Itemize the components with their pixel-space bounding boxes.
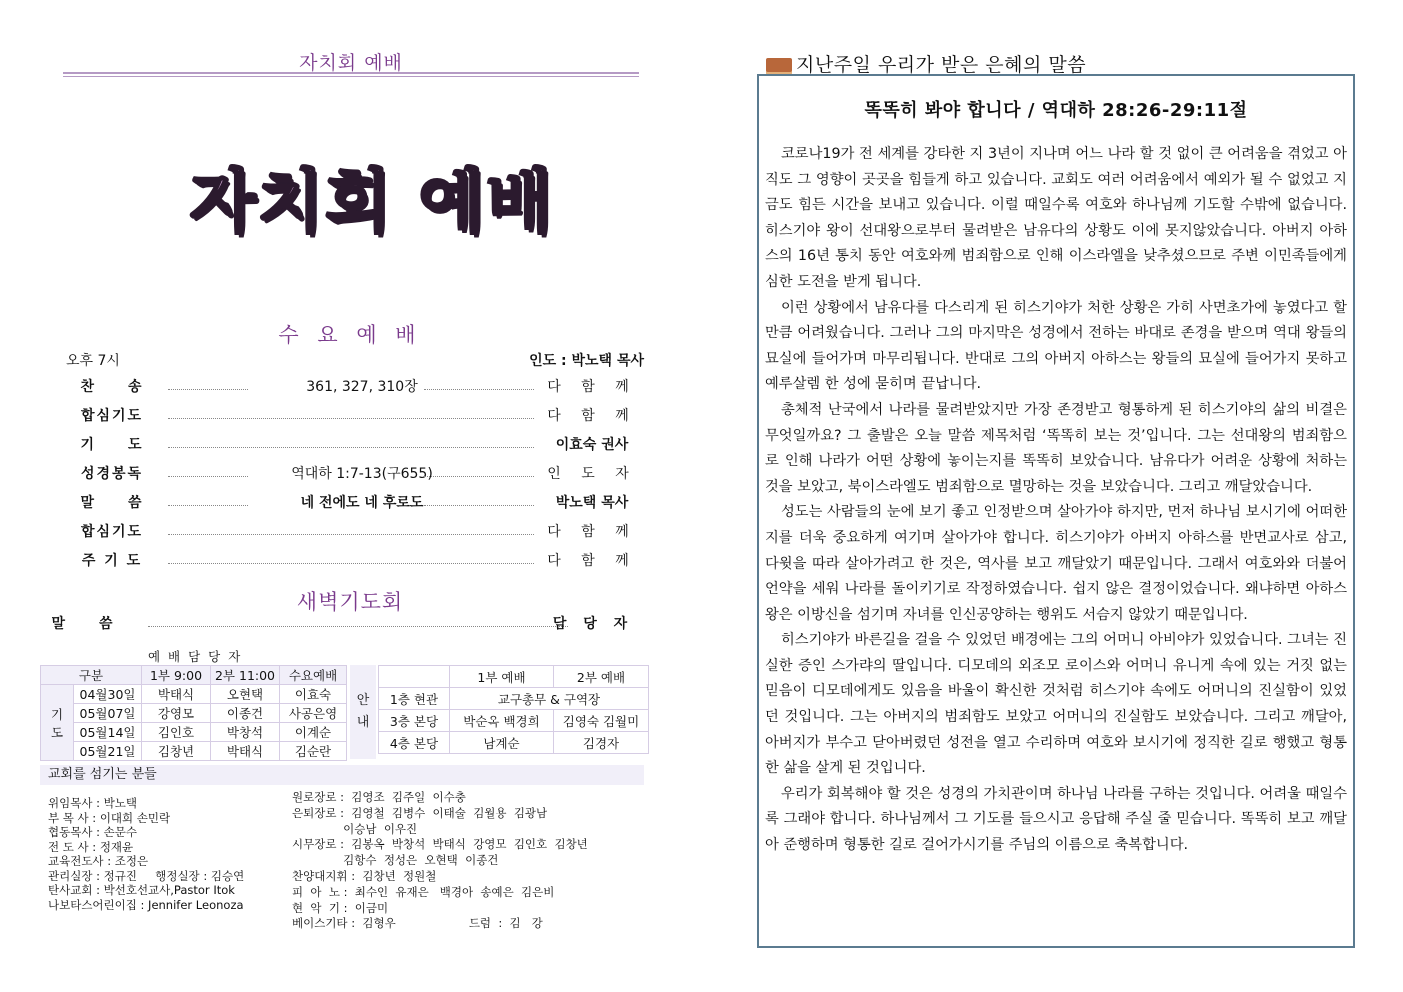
- duty-row: [41, 742, 347, 761]
- staff-line: 관리실장 : 정규진 행정실장 : 김승연: [48, 868, 245, 883]
- duty-header-cell: 2부 11:00: [211, 666, 280, 685]
- dawn-prayer-label: 말 씀: [51, 616, 115, 632]
- staff-line: 교육전도사 : 조정은: [48, 854, 149, 868]
- info-location-cell: 4층 본당: [379, 732, 450, 754]
- sermon-paragraph: 코로나19가 전 세계를 강타한 지 3년이 지나며 어느 나라 할 것 없이 큰 어려움을 겪었고 아직도 그 영향이 곳곳을 힘들게 하고 있습니다. 교회도 여러 어려움에서 예외가 될 수 없었고 지금도 힘든 시간을 보내고 있습니다. 이럴 때일수록 여호와 하나님께 기도할 수밖에 없습니다. 히스기야 왕이 선대왕으로부터 물려받은 남유다의 상황도 이에 못지않았습니다. 아버지 아하스의 16년 통치 동안 여호와께 범죄함으로 인해 이스라엘을 낮추셨으므로 주변 이민족들에게 심한 도전을 받게 됩니다.: [765, 146, 1347, 290]
- duty-table: [40, 665, 347, 761]
- info-location-cell: 3층 본당: [379, 710, 450, 732]
- staff-line: 은퇴장로 : 김영철 김병수 이태술 김월용 김광남: [292, 805, 548, 820]
- leader-dots: [168, 534, 534, 535]
- duty-header-cell: 구분: [41, 666, 142, 685]
- order-item-label: 합심기도: [80, 524, 144, 540]
- book-icon: [766, 58, 792, 72]
- sermon-paragraph: 성도는 사람들의 눈에 보기 좋고 인정받으며 살아가야 하지만, 먼저 하나님 보시기에 어떠한지를 더욱 중요하게 여기며 살아가야 합니다. 히스기야가 아버지 아하스를 반면교사로 삼고, 다윗을 따라 살아가려고 한 것은, 역사를 보고 깨달았기 때문입니다. 그래서 여호와와 더불어 언약을 세워 나라를 돌이키기로 작정하였습니다. 쉽지 않은 결정이었습니다. 왜냐하면 아하스 왕은 이방신을 섬기며 자녀를 인신공양하는 행위도 서슴지 않았기 때문입니다.: [765, 504, 1347, 623]
- duty-header-cell: 수요예배: [280, 666, 347, 685]
- duty-date-cell: 05월14일: [74, 723, 142, 742]
- duty-row: [41, 685, 347, 704]
- service-time: 오후 7시: [66, 353, 120, 369]
- order-item-label: 찬 송: [80, 379, 144, 395]
- order-item-content: 네 전에도 네 후로도: [300, 495, 424, 511]
- staff-line: 피 아 노 : 최수인 유재은 백경아 송예은 김은비: [292, 884, 555, 899]
- header-divider: [63, 72, 639, 77]
- staff-line: 베이스기타 : 김형우 드럼 : 김 강: [292, 916, 543, 931]
- leader-dots: [168, 563, 534, 564]
- dawn-prayer-title: 새벽기도회: [296, 590, 404, 614]
- sermon-paragraph: 우리가 회복해야 할 것은 성경의 가치관이며 하나님 나라를 구하는 것입니다. 어려울 때일수록 그래야 합니다. 하나님께서 그 기도를 들으시고 응답해 주실 줄 믿습니다. 똑똑히 보고 깨달아 준행하며 형통한 길로 걸어가시기를 주님의 이름으로 축복합니다.: [765, 785, 1347, 854]
- duty-name-cell: 김인호: [142, 723, 211, 742]
- order-item-content: 361, 327, 310장: [306, 379, 418, 395]
- info-location-cell: 1층 현관: [379, 688, 450, 710]
- order-item-person: 다 함 께: [547, 408, 637, 424]
- worship-order-row: [62, 405, 652, 431]
- order-item-person: 다 함 께: [547, 553, 637, 569]
- info-name-cell: 박순옥 백경희: [450, 710, 554, 732]
- sermon-section-label: 지난주일 우리가 받은 은혜의 말씀: [796, 54, 1087, 76]
- leader-dots: [168, 447, 534, 448]
- info-name-cell: 남계순: [450, 732, 554, 754]
- info-header-row: [379, 666, 649, 688]
- duty-header-cell: 1부 9:00: [142, 666, 211, 685]
- staff-list-right: [292, 790, 588, 932]
- dawn-prayer-row: [48, 613, 638, 639]
- info-name-cell: 김영숙 김월미: [554, 710, 649, 732]
- worship-order-row: [62, 434, 652, 460]
- staff-line: 현 악 기 : 이금미: [292, 900, 389, 915]
- duty-row: [41, 723, 347, 742]
- wednesday-service-title: 수 요 예 배: [278, 323, 422, 347]
- staff-line: 원로장로 : 김영조 김주일 이수충: [292, 790, 466, 804]
- info-row: [379, 732, 649, 754]
- staff-line: 전 도 사 : 정재윤: [48, 839, 134, 854]
- duty-date-cell: 04월30일: [74, 685, 142, 704]
- sermon-section-header: [766, 50, 1086, 77]
- duty-caption: 예 배 담 당 자: [148, 649, 243, 664]
- duty-name-cell: 오현택: [211, 685, 280, 704]
- leader-dots: [424, 505, 534, 506]
- sermon-paragraph: 총체적 난국에서 나라를 물려받았지만 가장 존경받고 형통하게 된 히스기야의 삶의 비결은 무엇일까요? 그 출발은 오늘 말씀 제목처럼 ‘똑똑히 보는 것’입니다. 그는 선대왕의 범죄함으로 인해 나라가 어떤 상황에 놓이는지를 똑똑히 보았습니다. 남유다가 어려운 상황에 처하는 것을 보았고, 북이스라엘도 범죄함으로 멸망하는 것을 보았습니다. 그리고 깨달았습니다.: [765, 401, 1347, 495]
- duty-side-label: 기 도: [41, 685, 74, 761]
- order-item-person: 다 함 께: [547, 379, 637, 395]
- order-item-person: 박노택 목사: [555, 495, 629, 511]
- worship-order-row: [62, 550, 652, 576]
- duty-name-cell: 강영모: [142, 704, 211, 723]
- staff-line: 시무장로 : 김봉옥 박창석 박태식 강영모 김인호 김창년: [292, 837, 588, 852]
- info-side-label: 안 내: [350, 665, 376, 759]
- sermon-body: [765, 142, 1347, 859]
- sermon-paragraph: 히스기야가 바른길을 걸을 수 있었던 배경에는 그의 어머니 아비야가 있었습니다. 그녀는 진실한 증인 스가랴의 딸입니다. 디모데의 외조모 로이스와 어머니 유니게 속에 있는 거짓 없는 믿음이 디모데에게도 있음을 바울이 확신한 것처럼 히스기야 속에도 어머니의 진실함이 있었던 것입니다. 그는 아버지의 범죄함도 보았고 어머니의 진실함도 보았습니다. 그리고 깨달아, 아버지가 부수고 닫아버렸던 성전을 열고 수리하며 여호와 보시기에 정직한 길로 행했고 형통한 삶을 살게 된 것입니다.: [765, 632, 1347, 777]
- duty-name-cell: 이효숙: [280, 685, 347, 704]
- info-header-cell: 1부 예배: [450, 666, 554, 688]
- leader-dots: [424, 476, 534, 477]
- info-table: [378, 665, 649, 754]
- leader-dots: [424, 389, 534, 390]
- duty-name-cell: 이종건: [211, 704, 280, 723]
- order-item-label: 주 기 도: [81, 553, 143, 569]
- order-item-person: 인 도 자: [547, 466, 637, 482]
- info-name-cell: 김경자: [554, 732, 649, 754]
- leader-dots: [168, 476, 248, 477]
- duty-name-cell: 박태식: [211, 742, 280, 761]
- order-item-person: 다 함 께: [547, 524, 637, 540]
- duty-name-cell: 김창년: [142, 742, 211, 761]
- worship-order-row: [62, 376, 652, 402]
- dawn-prayer-right: 담 당 자: [552, 616, 634, 632]
- info-name-cell: 교구총무 & 구역장: [450, 688, 649, 710]
- leader-dots: [168, 505, 248, 506]
- worship-order-row: [62, 463, 652, 489]
- info-row: [379, 710, 649, 732]
- duty-date-cell: 05월21일: [74, 742, 142, 761]
- sermon-paragraph: 이런 상황에서 남유다를 다스리게 된 히스기야가 처한 상황은 가히 사면초가에 놓였다고 할 만큼 어려웠습니다. 그러나 그의 마지막은 성경에서 전하는 바대로 존경을 받으며 역대 왕들의 묘실에 들어가며 마무리됩니다. 반대로 그의 아버지 아하스는 왕들의 묘실에 들어가지 못하고 예루살렘 한 성에 묻히며 끝납니다.: [765, 299, 1347, 393]
- sermon-title: 똑똑히 봐야 합니다 / 역대하 28:26-29:11절: [864, 100, 1248, 121]
- duty-date-cell: 05월07일: [74, 704, 142, 723]
- duty-name-cell: 박창석: [211, 723, 280, 742]
- info-header-cell: [379, 666, 450, 688]
- order-item-label: 성경봉독: [80, 466, 144, 482]
- staff-line: 찬양대지휘 : 김창년 정원철: [292, 868, 437, 883]
- duty-name-cell: 이계순: [280, 723, 347, 742]
- staff-line: 이승남 이우진: [292, 821, 418, 836]
- leader-dots: [168, 389, 248, 390]
- order-item-label: 기 도: [80, 437, 144, 453]
- staff-list-left: [48, 796, 244, 912]
- duty-name-cell: 사공은영: [280, 704, 347, 723]
- info-row: [379, 688, 649, 710]
- left-page-header: 자치회 예배: [299, 52, 403, 74]
- staff-line: 나보타스어린이집 : Jennifer Leonoza: [48, 897, 244, 912]
- order-item-content: 역대하 1:7-13(구655): [291, 466, 433, 482]
- worship-order-row: [62, 521, 652, 547]
- duty-header-row: [41, 666, 347, 685]
- order-item-person: 이효숙 권사: [555, 437, 629, 453]
- duty-row: [41, 704, 347, 723]
- staff-line: 김항수 정성은 오현택 이종건: [292, 853, 499, 868]
- order-item-label: 합심기도: [80, 408, 144, 424]
- leader-dots: [148, 626, 568, 627]
- staff-line: 위임목사 : 박노택: [48, 796, 137, 810]
- banner-title: 자치회 예배: [190, 163, 555, 242]
- duty-name-cell: 박태식: [142, 685, 211, 704]
- staff-line: 탄사교회 : 박선호선교사,Pastor Itok: [48, 883, 235, 897]
- servants-section-title: 교회를 섬기는 분들: [40, 765, 644, 785]
- staff-line: 부 목 사 : 이대희 손민락: [48, 810, 171, 825]
- service-leader: 인도 : 박노택 목사: [529, 353, 644, 369]
- info-header-cell: 2부 예배: [554, 666, 649, 688]
- worship-order-row: [62, 492, 652, 518]
- duty-name-cell: 김순란: [280, 742, 347, 761]
- order-item-label: 말 씀: [80, 495, 144, 511]
- leader-dots: [168, 418, 534, 419]
- staff-line: 협동목사 : 손문수: [48, 825, 137, 839]
